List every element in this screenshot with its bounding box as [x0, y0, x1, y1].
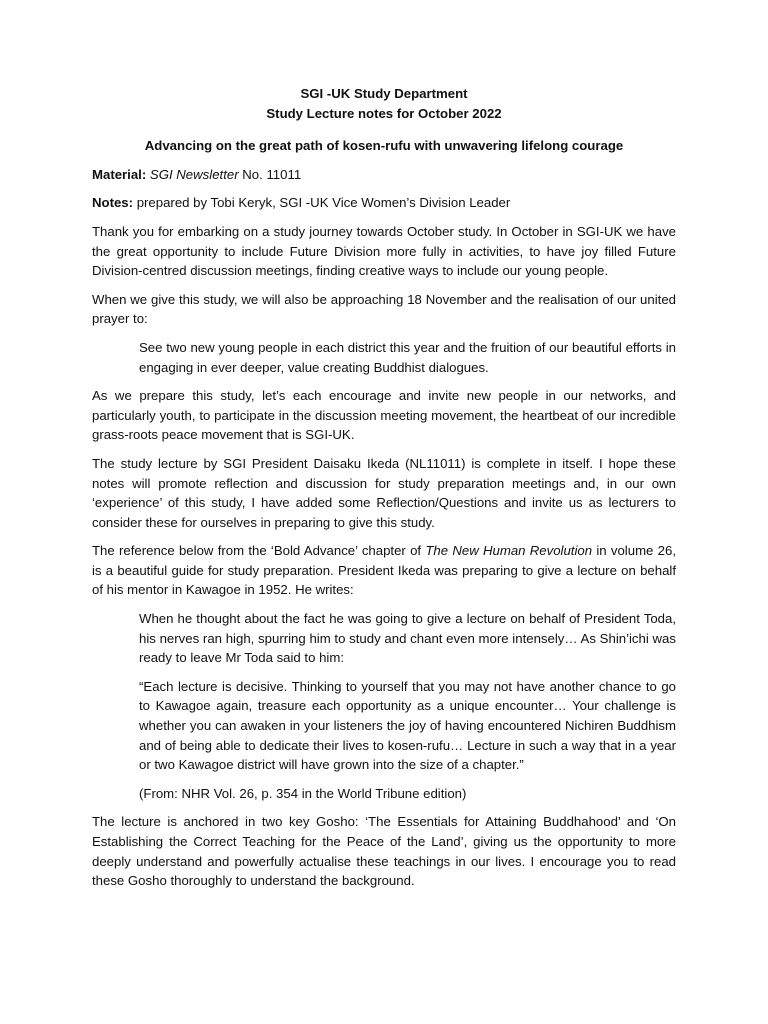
- quote-nerves: When he thought about the fact he was going to give a lecture on behalf of President Toda, his nerves ran high, spurring him to study and chant even more intensely… As Shin’ichi was ready to leave Mr Toda said to him:: [139, 611, 676, 666]
- material-line: [92, 165, 676, 185]
- reference-text-before: The reference below from the ‘Bold Advance’ chapter of: [92, 543, 426, 559]
- quote-prayer: See two new young people in each district this year and the fruition of our beautiful efforts in engaging in ever deeper, value creating Buddhist dialogues.: [139, 339, 676, 375]
- reference-text-after: in volume 26, is a beautiful guide for study preparation. President Ikeda was preparing to give a lecture on behalf of his mentor in Kawagoe in 1952. He writes:: [92, 543, 676, 598]
- lecture-notes-title: Study Lecture notes for October 2022: [266, 105, 502, 121]
- material-number: No. 11011: [238, 166, 302, 182]
- paragraph-gosho: The lecture is anchored in two key Gosho: ‘The Essentials for Attaining Buddhahood’ and ‘On Establishing the Correct Teaching for the Peace of the Land’, giving us the opportunity to more deeply understand and powerfully actualise these teachings in our lives. I encourage you to read these Gosho thoroughly to understand the background.: [92, 814, 676, 889]
- material-publication: SGI Newsletter: [149, 166, 239, 182]
- notes-label: Notes:: [92, 195, 134, 211]
- paragraph-prepare: As we prepare this study, let’s each encourage and invite new people in our networks, and particularly youth, to participate in the discussion meeting movement, the heartbeat of our incredible grass-roots peace movement that is SGI-UK.: [92, 388, 676, 443]
- reference-book-title: The New Human Revolution: [425, 543, 593, 559]
- material-label: Material:: [92, 166, 147, 182]
- paragraph-study-lecture: The study lecture by SGI President Daisaku Ikeda (NL11011) is complete in itself. I hope these notes will promote reflection and discussion for study preparation meetings and, in our own ‘experience’ of this study, I have added some Reflection/Questions and invite us as lecturers to consider these for ourselves in preparing to give this study.: [92, 455, 676, 530]
- notes-line: [92, 193, 676, 213]
- department-title: SGI -UK Study Department: [300, 86, 468, 101]
- quote-toda: “Each lecture is decisive. Thinking to yourself that you may not have another chance to go to Kawagoe again, treasure each opportunity as a unique encounter… Your challenge is whether you can awaken in your listeners the joy of having encountered Nichiren Buddhism and of being able to dedicate their lives to kosen-rufu… Lecture in such a way that in a year or two Kawagoe district will have grown into the size of a chapter.”: [139, 678, 676, 773]
- notes-text: prepared by Tobi Keryk, SGI -UK Vice Women’s Division Leader: [133, 195, 511, 211]
- paragraph-reference: [92, 541, 676, 600]
- lecture-subtitle: Advancing on the great path of kosen-rufu with unwavering lifelong courage: [144, 138, 624, 154]
- paragraph-prayer: When we give this study, we will also be approaching 18 November and the realisation of our united prayer to:: [92, 291, 676, 327]
- paragraph-intro: Thank you for embarking on a study journey towards October study. In October in SGI-UK we have the great opportunity to include Future Division more fully in activities, to have joy filled Future Division-centred discussion meetings, finding creative ways to include our young people.: [92, 223, 676, 279]
- quote-citation: (From: NHR Vol. 26, p. 354 in the World Tribune edition): [139, 785, 467, 801]
